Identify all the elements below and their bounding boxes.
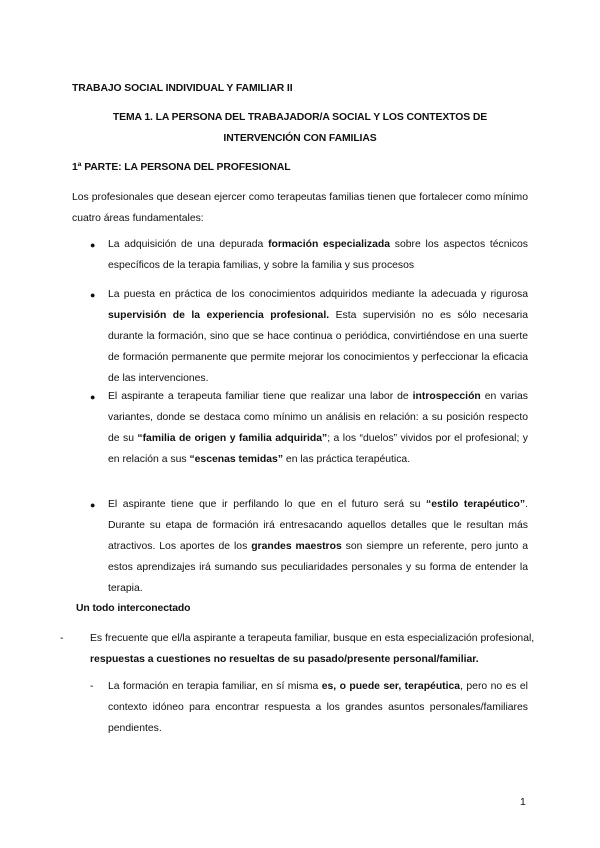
dash-item-1-bold: respuestas a cuestiones no resueltas de su pasado/presente personal/familiar. xyxy=(90,654,479,665)
page-number: 1 xyxy=(520,797,526,808)
theme-title-line1: TEMA 1. LA PERSONA DEL TRABAJADOR/A SOCIAL Y LOS CONTEXTOS DE xyxy=(112,112,488,123)
bullet-icon: ● xyxy=(90,500,96,510)
subheading: Un todo interconectado xyxy=(76,603,191,614)
bullet-item-1: La adquisición de una depurada formación especializada sobre los aspectos técnicos específicos de la terapia familias, y sobre la familia y sus procesos xyxy=(108,239,528,271)
dash-icon: - xyxy=(60,633,64,644)
bullet-item-4: El aspirante tiene que ir perfilando lo que en el futuro será su “estilo terapéutico”. Durante su etapa de formación irá entresacando aquellos detalles que le resultan más atractivos. Los aportes de los grandes maestros son siempre un referente, pero junto a estos aprendizajes irá sumando sus peculiaridades personales y su forma de entender la terapia. xyxy=(108,499,528,594)
bullet-icon: ● xyxy=(90,290,96,300)
bullet-item-3: El aspirante a terapeuta familiar tiene que realizar una labor de introspección en varias variantes, donde se destaca como mínimo un análisis en relación: a su posición respecto de su “familia de origen y familia adquirida”; a los “duelos” vividos por el profesional; y en relación a sus “escenas temidas” en las práctica terapéutica. xyxy=(108,391,528,465)
intro-paragraph: Los profesionales que desean ejercer como terapeutas familias tienen que fortalecer como mínimo cuatro áreas fundamentales: xyxy=(72,192,528,224)
bullet-icon: ● xyxy=(90,240,96,250)
part-title: 1ª PARTE: LA PERSONA DEL PROFESIONAL xyxy=(72,162,291,173)
dash-item-1-line1: Es frecuente que el/la aspirante a terapeuta familiar, busque en esta especialización profesional, xyxy=(90,633,535,644)
theme-title-line2: INTERVENCIÓN CON FAMILIAS xyxy=(223,133,377,144)
bullet-item-2: La puesta en práctica de los conocimientos adquiridos mediante la adecuada y rigurosa supervisión de la experiencia profesional. Esta supervisión no es sólo necesaria durante la formación, sino que se hace continua o periódica, convirtiéndose en una suerte de formación permanente que permite mejorar los conocimientos y perfeccionar la eficacia de las intervenciones. xyxy=(108,289,528,384)
course-title: TRABAJO SOCIAL INDIVIDUAL Y FAMILIAR II xyxy=(72,83,293,94)
bullet-icon: ● xyxy=(90,392,96,402)
dash-item-2: La formación en terapia familiar, en sí misma es, o puede ser, terapéutica, pero no es el contexto idóneo para encontrar respuesta a los grandes asuntos personales/familiares pendientes. xyxy=(108,681,528,734)
dash-icon: - xyxy=(90,681,94,692)
